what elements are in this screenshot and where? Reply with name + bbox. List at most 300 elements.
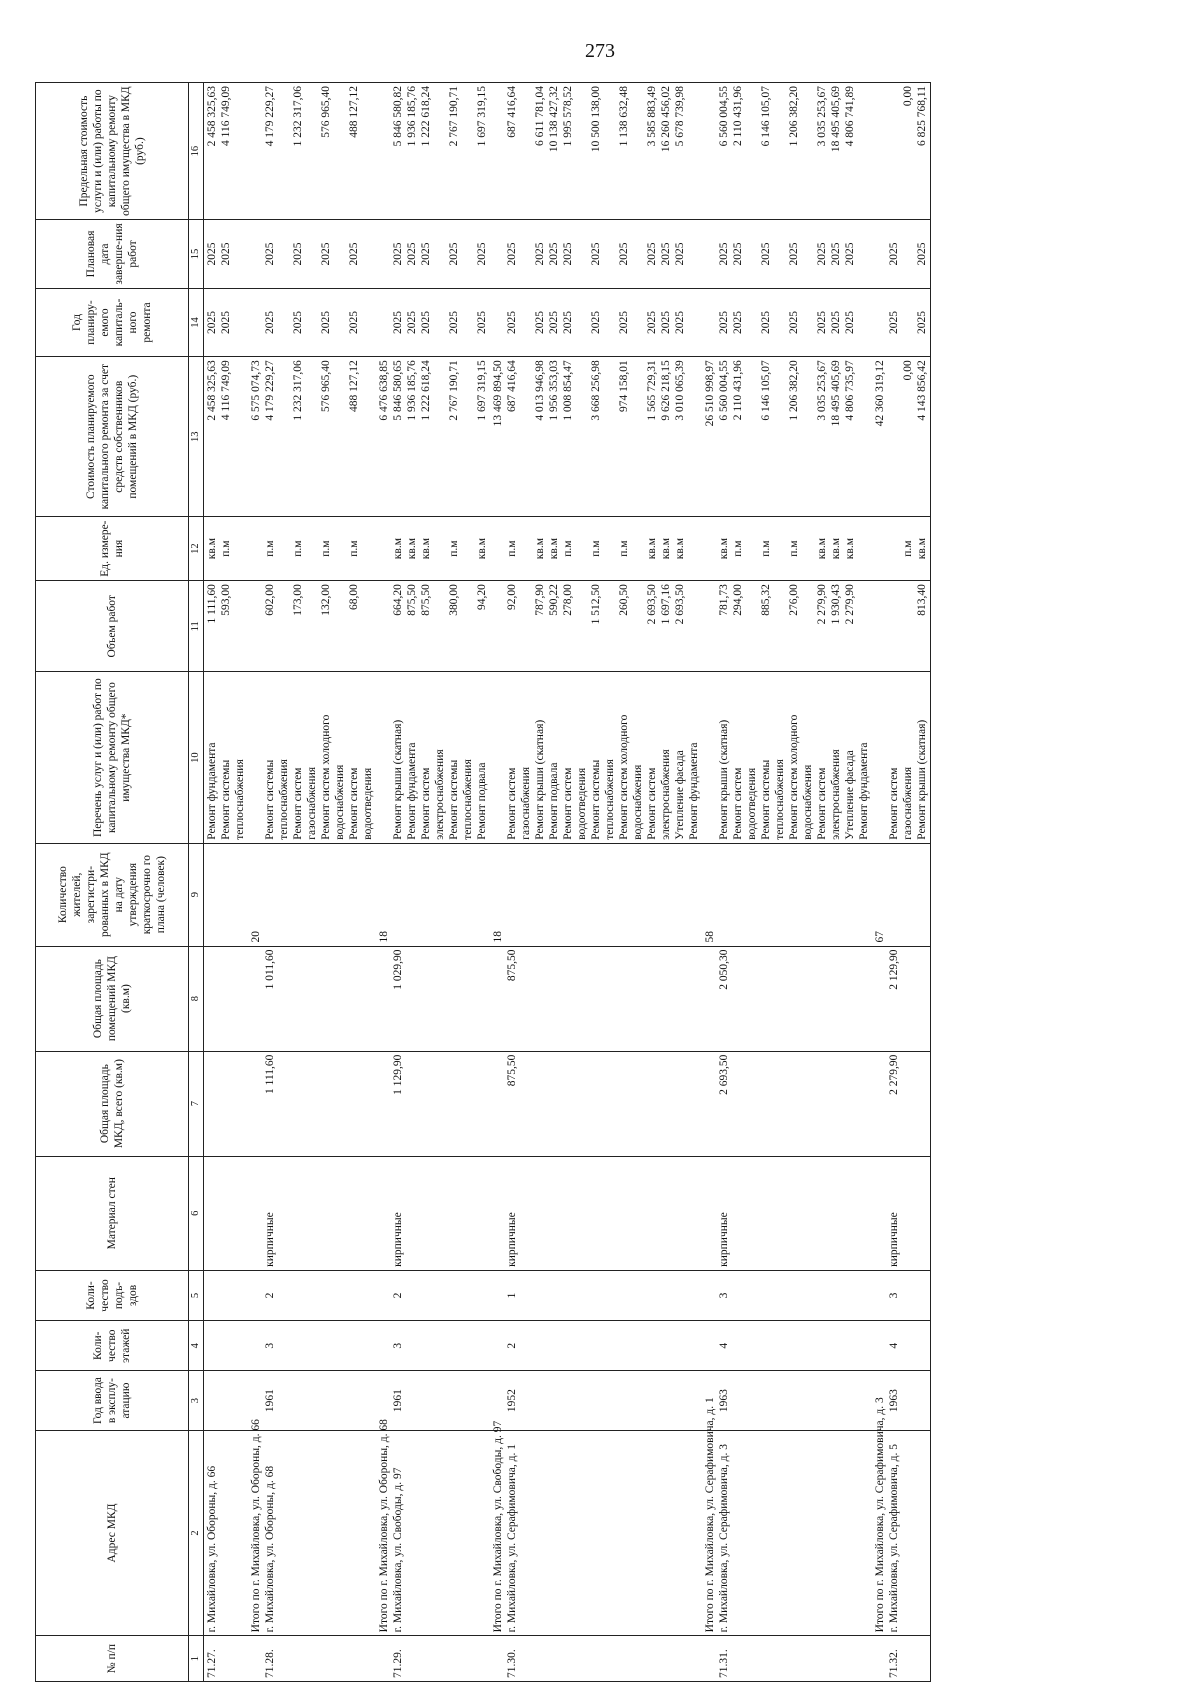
max-cost: 2 767 190,71 (448, 86, 460, 147)
work-line: Ремонт систем (348, 767, 360, 840)
unit: кв.м (816, 538, 828, 560)
unit: п.м (220, 540, 232, 557)
work-line: Ремонт фундамента (406, 742, 418, 840)
volume: 593,00 (220, 584, 232, 616)
work-line: Ремонт крыши (скатная) (916, 719, 928, 840)
cost: 687 416,64 (506, 360, 518, 412)
volume: 2 693,50 (674, 584, 686, 625)
completion-date-cell (702, 220, 872, 289)
unit: п.м (788, 540, 800, 557)
table-row (248, 83, 376, 1682)
volume: 875,50 (420, 584, 432, 616)
max-cost: 6 611 781,04 (534, 86, 546, 146)
volume: 380,00 (448, 584, 460, 616)
cost: 0,00 (902, 360, 914, 381)
max-cost: 3 035 253,67 (816, 86, 828, 147)
col-header: Общая площадь помещений МКД (кв.м) (36, 946, 189, 1051)
unit: кв.м (534, 538, 546, 560)
cost: 5 846 580,65 (392, 360, 404, 421)
repair-year: 2025 (476, 310, 488, 334)
volume: 2 279,90 (844, 584, 856, 625)
unit: кв.м (476, 538, 488, 560)
max-cost: 2 110 431,96 (732, 86, 744, 146)
unit-cell (702, 517, 872, 581)
repair-year: 2025 (534, 310, 546, 334)
max-cost: 488 127,12 (348, 86, 360, 138)
cost-cell (702, 357, 872, 517)
unit: кв.м (206, 538, 218, 560)
address: г. Михайловка, ул. Серафимовича, д. 1 (506, 1444, 518, 1633)
completion-date: 2025 (562, 242, 574, 266)
unit: кв.м (406, 538, 418, 560)
repair-year-cell (872, 288, 931, 357)
floors: 3 (392, 1342, 404, 1349)
premises-area: 875,50 (506, 949, 518, 982)
total-area: 1 129,90 (392, 1054, 404, 1095)
works-cell (872, 672, 931, 843)
col-header: Коли-чество подъ-здов (36, 1270, 189, 1320)
max-cost: 687 416,64 (506, 86, 518, 138)
unit: кв.м (718, 538, 730, 560)
volume: 787,90 (534, 584, 546, 616)
max-cost: 6 560 004,55 (718, 86, 730, 147)
cost: 1 936 185,76 (406, 360, 418, 421)
volume-cell (702, 581, 872, 672)
wall-material: кирпичные (392, 1212, 404, 1267)
cost: 2 767 190,71 (448, 360, 460, 421)
col-number: 8 (189, 946, 204, 1051)
table-row (490, 83, 702, 1682)
work-line: водоснабжения (632, 764, 644, 840)
completion-date: 2025 (348, 242, 360, 266)
unit: кв.м (830, 538, 842, 560)
completion-date: 2025 (888, 242, 900, 266)
build-year: 1961 (392, 1389, 404, 1413)
cost: 18 495 405,69 (830, 360, 842, 427)
completion-date: 2025 (844, 242, 856, 266)
cost: 2 110 431,96 (732, 360, 744, 421)
entrances: 2 (392, 1292, 404, 1299)
cost: 974 158,01 (618, 360, 630, 412)
works-cell (248, 672, 376, 843)
column-number-row (189, 83, 204, 1682)
repair-year: 2025 (448, 310, 460, 334)
max-cost-cell (376, 83, 490, 220)
repair-year-cell (248, 288, 376, 357)
work-line: Ремонт систем (888, 767, 900, 840)
col-number: 15 (189, 220, 204, 289)
volume: 813,40 (916, 584, 928, 616)
col-number: 5 (189, 1270, 204, 1320)
unit: кв.м (674, 538, 686, 560)
completion-date: 2025 (264, 242, 276, 266)
col-number: 12 (189, 517, 204, 581)
col-number: 7 (189, 1051, 204, 1156)
completion-date: 2025 (406, 242, 418, 266)
work-line: Ремонт системы (590, 759, 602, 840)
max-cost: 6 146 105,07 (760, 86, 772, 147)
col-header: Общая площадь МКД, всего (кв.м) (36, 1051, 189, 1156)
rotated-sheet (35, 82, 1165, 1682)
total-label: Итого по г. Михайловка, ул. Обороны, д. 66 (250, 1419, 262, 1633)
work-line: теплоснабжения (462, 759, 474, 840)
floors: 2 (506, 1342, 518, 1349)
work-line: Ремонт фундамента (206, 742, 218, 840)
max-cost-cell (248, 83, 376, 220)
completion-date: 2025 (548, 242, 560, 266)
repair-year: 2025 (760, 310, 772, 334)
unit: кв.м (548, 538, 560, 560)
works-cell (204, 672, 249, 843)
total-area: 1 111,60 (264, 1054, 276, 1094)
unit: п.м (618, 540, 630, 557)
volume: 2 279,90 (816, 584, 828, 625)
work-line: Ремонт крыши (скатная) (534, 719, 546, 840)
max-cost: 1 138 632,48 (618, 86, 630, 147)
repair-year: 2025 (830, 310, 842, 334)
unit: кв.м (660, 538, 672, 560)
cost: 4 806 735,97 (844, 360, 856, 421)
col-header: Предельная стоимость услуги и (или) работы по капитальному ремонту общего имущества в МКД (руб.) (36, 83, 189, 220)
total-label: Итого по г. Михайловка, ул. Серафимовича, д. 3 (874, 1397, 886, 1633)
unit: п.м (348, 540, 360, 557)
cost: 6 146 105,07 (760, 360, 772, 421)
work-line: Ремонт системы (448, 759, 460, 840)
cost: 3 035 253,67 (816, 360, 828, 421)
col-number: 2 (189, 1430, 204, 1636)
volume: 664,20 (392, 584, 404, 616)
col-number: 4 (189, 1321, 204, 1371)
header-row (36, 83, 189, 1682)
col-header: Объем работ (36, 581, 189, 672)
residents: 58 (704, 931, 716, 943)
volume-cell (248, 581, 376, 672)
repair-year: 2025 (618, 310, 630, 334)
max-cost: 10 500 138,00 (590, 86, 602, 153)
work-line: Ремонт систем (732, 767, 744, 840)
cost: 1 222 618,24 (420, 360, 432, 421)
residents: 18 (378, 931, 390, 943)
volume: 260,50 (618, 584, 630, 616)
work-line: газоснабжения (306, 766, 318, 840)
wall-material: кирпичные (718, 1212, 730, 1267)
max-cost-cell (872, 83, 931, 220)
unit: кв.м (844, 538, 856, 560)
cost: 576 965,40 (320, 360, 332, 412)
completion-date: 2025 (206, 242, 218, 266)
col-number: 3 (189, 1371, 204, 1430)
completion-date: 2025 (320, 242, 332, 266)
volume-cell (490, 581, 702, 672)
work-line: Ремонт систем (816, 767, 828, 840)
unit-cell (872, 517, 931, 581)
unit-cell (204, 517, 249, 581)
cost: 1 956 353,03 (548, 360, 560, 421)
col-header: Ед. измере-ния (36, 517, 189, 581)
col-header: Год планиру-емого капиталь-ного ремонта (36, 288, 189, 357)
address: г. Михайловка, ул. Серафимовича, д. 3 (718, 1444, 730, 1633)
cost-cell (376, 357, 490, 517)
unit: п.м (264, 540, 276, 557)
completion-date-cell (490, 220, 702, 289)
work-line: Утепление фасада (674, 750, 686, 840)
address: г. Михайловка, ул. Обороны, д. 66 (206, 1465, 218, 1633)
work-line: Ремонт систем (506, 767, 518, 840)
completion-date: 2025 (618, 242, 630, 266)
cost: 3 010 065,39 (674, 360, 686, 421)
volume: 885,32 (760, 584, 772, 616)
max-cost-cell (204, 83, 249, 220)
cost: 1 008 854,47 (562, 360, 574, 421)
completion-date-cell (248, 220, 376, 289)
work-line: Ремонт крыши (скатная) (392, 719, 404, 840)
unit: кв.м (392, 538, 404, 560)
repair-year: 2025 (392, 310, 404, 334)
unit: кв.м (420, 538, 432, 560)
unit: п.м (448, 540, 460, 557)
row-number: 71.30. (506, 1649, 518, 1678)
col-header: Плановая дата заверше-ния работ (36, 220, 189, 289)
volume: 278,00 (562, 584, 574, 616)
work-line: водоснабжения (802, 764, 814, 840)
completion-date: 2025 (788, 242, 800, 266)
col-number: 1 (189, 1636, 204, 1682)
works-cell (490, 672, 702, 843)
completion-date-cell (376, 220, 490, 289)
max-cost: 1 697 319,15 (476, 86, 488, 147)
volume-cell (872, 581, 931, 672)
completion-date: 2025 (448, 242, 460, 266)
max-cost-cell (490, 83, 702, 220)
col-number: 13 (189, 357, 204, 517)
row-number: 71.31. (718, 1649, 730, 1678)
build-year: 1963 (888, 1389, 900, 1413)
floors: 3 (264, 1342, 276, 1349)
cost: 3 668 256,98 (590, 360, 602, 421)
work-line: Ремонт подвала (548, 762, 560, 840)
build-year: 1963 (718, 1389, 730, 1413)
total-label: Итого по г. Михайловка, ул. Свободы, д. 97 (492, 1420, 504, 1633)
max-cost-cell (702, 83, 872, 220)
repair-year: 2025 (220, 310, 232, 334)
floors: 4 (718, 1342, 730, 1349)
work-line: электроснабжения (830, 749, 842, 840)
repair-year: 2025 (674, 310, 686, 334)
repair-year: 2025 (348, 310, 360, 334)
volume-cell (376, 581, 490, 672)
unit: п.м (760, 540, 772, 557)
build-year: 1952 (506, 1389, 518, 1413)
cost: 1 565 729,31 (646, 360, 658, 421)
wall-material: кирпичные (506, 1212, 518, 1267)
repair-year-cell (204, 288, 249, 357)
completion-date-cell (872, 220, 931, 289)
volume: 92,00 (506, 584, 518, 610)
address-cell (204, 1430, 249, 1636)
work-line: электроснабжения (660, 749, 672, 840)
total-label: Итого по г. Михайловка, ул. Обороны, д. 68 (378, 1419, 390, 1633)
work-line: газоснабжения (902, 766, 914, 840)
max-cost: 2 458 325,63 (206, 86, 218, 147)
cost: 4 116 749,09 (220, 360, 232, 421)
build-year: 1961 (264, 1389, 276, 1413)
total-cost: 6 476 638,85 (378, 360, 390, 421)
unit: п.м (902, 540, 914, 557)
work-line: Ремонт системы (264, 759, 276, 840)
unit-cell (248, 517, 376, 581)
col-number: 11 (189, 581, 204, 672)
row-number: 71.32. (888, 1649, 900, 1678)
total-cost: 6 575 074,73 (250, 360, 262, 421)
unit-cell (490, 517, 702, 581)
total-area: 2 693,50 (718, 1054, 730, 1095)
total-area: 875,50 (506, 1054, 518, 1087)
work-line: Ремонт систем (646, 767, 658, 840)
repair-year: 2025 (718, 310, 730, 334)
row-number: 71.29. (392, 1649, 404, 1678)
unit: п.м (562, 540, 574, 557)
repair-year-cell (490, 288, 702, 357)
work-line: Ремонт систем (562, 767, 574, 840)
residents: 67 (874, 931, 886, 943)
completion-date: 2025 (420, 242, 432, 266)
unit: п.м (732, 540, 744, 557)
unit: кв.м (916, 538, 928, 560)
unit: кв.м (646, 538, 658, 560)
row-number: 71.27. (204, 1636, 249, 1682)
completion-date: 2025 (476, 242, 488, 266)
completion-date: 2025 (760, 242, 772, 266)
work-line: Ремонт систем холодного (320, 714, 332, 840)
unit: п.м (320, 540, 332, 557)
repair-year: 2025 (406, 310, 418, 334)
max-cost: 16 260 456,02 (660, 86, 672, 153)
repair-year: 2025 (264, 310, 276, 334)
work-line: Утепление фасада (844, 750, 856, 840)
address: г. Михайловка, ул. Свободы, д. 97 (392, 1467, 404, 1633)
works-cell (376, 672, 490, 843)
cost: 1 206 382,20 (788, 360, 800, 421)
max-cost: 10 138 427,32 (548, 86, 560, 153)
repair-plan-table (35, 82, 931, 1682)
address: г. Михайловка, ул. Серафимовича, д. 5 (888, 1444, 900, 1633)
cost: 6 560 004,55 (718, 360, 730, 421)
col-header: Перечень услуг и (или) работ по капитальному ремонту общего имущества МКД* (36, 672, 189, 843)
work-line: водоотведения (746, 767, 758, 840)
works-cell (702, 672, 872, 843)
work-line: теплоснабжения (604, 759, 616, 840)
work-line: Ремонт систем холодного (618, 714, 630, 840)
premises-area: 1 029,90 (392, 949, 404, 990)
address-cell (376, 1419, 490, 1636)
col-number: 6 (189, 1156, 204, 1270)
col-number: 10 (189, 672, 204, 843)
wall-material: кирпичные (264, 1212, 276, 1267)
max-cost: 0,00 (902, 86, 914, 107)
max-cost: 1 995 578,52 (562, 86, 574, 147)
volume: 294,00 (732, 584, 744, 616)
work-line: водоснабжения (334, 764, 346, 840)
entrances: 1 (506, 1292, 518, 1299)
total-area: 2 279,90 (888, 1054, 900, 1095)
volume: 875,50 (406, 584, 418, 616)
repair-year: 2025 (548, 310, 560, 334)
table-row (376, 83, 490, 1682)
repair-year: 2025 (590, 310, 602, 334)
entrances: 2 (264, 1292, 276, 1299)
volume: 1 697,16 (660, 584, 672, 625)
floors: 4 (888, 1342, 900, 1349)
cost-cell (872, 357, 931, 517)
cost: 4 179 229,27 (264, 360, 276, 421)
max-cost: 1 232 317,06 (292, 86, 304, 147)
wall-material: кирпичные (888, 1212, 900, 1267)
volume: 602,00 (264, 584, 276, 616)
volume: 2 693,50 (646, 584, 658, 625)
work-line: газоснабжения (520, 766, 532, 840)
repair-year: 2025 (420, 310, 432, 334)
completion-date: 2025 (916, 242, 928, 266)
page-number: 273 (585, 40, 615, 62)
max-cost: 18 495 405,69 (830, 86, 842, 153)
col-header: Стоимость планируемого капитального ремонта за счет средств собственников помещений в МКД (руб.) (36, 357, 189, 517)
cost-cell (490, 357, 702, 517)
volume: 276,00 (788, 584, 800, 616)
completion-date: 2025 (732, 242, 744, 266)
completion-date: 2025 (534, 242, 546, 266)
total-cost: 13 469 894,50 (492, 360, 504, 427)
total-cost: 26 510 998,97 (704, 360, 716, 427)
completion-date: 2025 (292, 242, 304, 266)
unit-cell (376, 517, 490, 581)
work-line: Ремонт подвала (476, 762, 488, 840)
repair-year: 2025 (206, 310, 218, 334)
completion-date: 2025 (590, 242, 602, 266)
volume: 94,20 (476, 584, 488, 610)
residents: 20 (250, 931, 262, 943)
work-line: теплоснабжения (278, 759, 290, 840)
completion-date: 2025 (674, 242, 686, 266)
table-row (872, 83, 931, 1682)
work-line: Ремонт систем холодного (788, 714, 800, 840)
cost: 488 127,12 (348, 360, 360, 412)
completion-date: 2025 (830, 242, 842, 266)
repair-year: 2025 (916, 310, 928, 334)
total-cost: 42 360 319,12 (874, 360, 886, 427)
completion-date: 2025 (506, 242, 518, 266)
max-cost: 6 825 768,11 (916, 86, 928, 146)
repair-year: 2025 (646, 310, 658, 334)
cost: 1 232 317,06 (292, 360, 304, 421)
volume-cell (204, 581, 249, 672)
work-line: Ремонт системы (760, 759, 772, 840)
completion-date: 2025 (718, 242, 730, 266)
col-header: Адрес МКД (36, 1430, 189, 1636)
address-cell (490, 1420, 702, 1636)
completion-date: 2025 (816, 242, 828, 266)
max-cost: 5 846 580,82 (392, 86, 404, 147)
volume: 590,22 (548, 584, 560, 616)
cost: 4 143 856,42 (916, 360, 928, 421)
premises-area: 2 050,30 (718, 949, 730, 990)
work-line: электроснабжения (434, 749, 446, 840)
address: г. Михайловка, ул. Обороны, д. 68 (264, 1465, 276, 1633)
col-number: 14 (189, 288, 204, 357)
max-cost: 4 179 229,27 (264, 86, 276, 147)
cost: 2 458 325,63 (206, 360, 218, 421)
repair-year: 2025 (320, 310, 332, 334)
repair-year: 2025 (844, 310, 856, 334)
